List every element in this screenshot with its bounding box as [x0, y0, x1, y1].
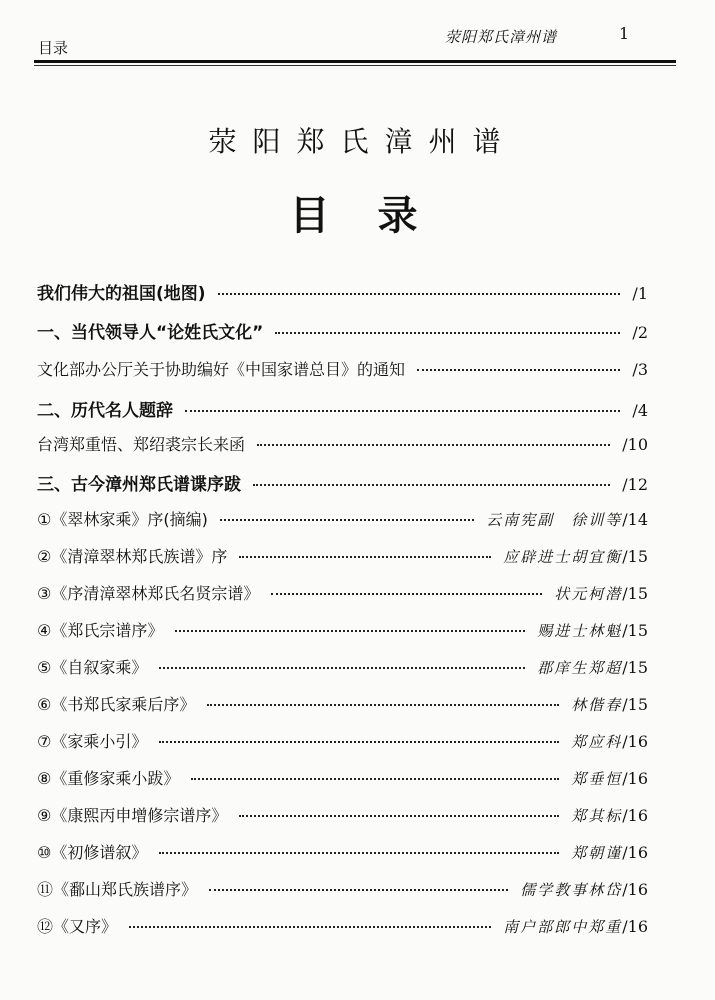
toc-entry-text: ③《序清漳翠林郑氏名贤宗谱》 — [37, 584, 260, 603]
toc-entry-16 — [37, 840, 648, 876]
toc-entry-author: 林偕春 — [571, 696, 623, 714]
toc-entry-page: /2 — [632, 323, 648, 342]
toc-entry-author: 赐进士林魁 — [537, 622, 623, 640]
leader-dots — [191, 778, 559, 780]
header-rule-thin — [34, 65, 676, 66]
toc-entry-page: /14 — [622, 510, 648, 529]
book-title: 荥阳郑氏漳州谱 — [208, 125, 517, 158]
toc-entry-5 — [37, 432, 648, 468]
contents-heading: 目录 — [289, 193, 466, 239]
leader-dots — [257, 444, 610, 446]
toc-entry-author: 郑其标 — [571, 807, 623, 825]
toc-entry-11 — [37, 655, 648, 691]
toc-entry-12 — [37, 692, 648, 728]
toc-entry-author: 郡庠生郑超 — [537, 659, 623, 677]
toc-entry-author: 南户部郎中郑重 — [503, 918, 623, 936]
toc-entry-10 — [37, 618, 648, 654]
toc-entry-text: ①《翠林家乘》序(摘编) — [37, 510, 208, 529]
leader-dots — [159, 852, 559, 854]
toc-entry-page: /16 — [622, 843, 648, 862]
toc-entry-text: ⑫《又序》 — [37, 917, 118, 936]
toc-entry-author: 儒学教事林岱 — [520, 881, 623, 899]
toc-entry-2 — [37, 318, 648, 354]
toc-entry-page: /4 — [632, 401, 648, 420]
toc-entry-text: 文化部办公厅关于协助编好《中国家谱总目》的通知 — [37, 360, 406, 379]
toc-entry-page: /16 — [622, 917, 648, 936]
leader-dots — [207, 704, 559, 706]
toc-entry-18 — [37, 914, 648, 950]
toc-entry-text: ②《清漳翠林郑氏族谱》序 — [37, 547, 228, 566]
leader-dots — [129, 926, 491, 928]
toc-entry-text: 我们伟大的祖国(地图) — [37, 284, 206, 304]
toc-entry-page: /16 — [622, 806, 648, 825]
leader-dots — [159, 741, 559, 743]
toc-entry-author: 状元柯潜 — [554, 585, 623, 603]
toc-entry-9 — [37, 581, 648, 617]
toc-entry-page: /15 — [622, 658, 648, 677]
leader-dots — [220, 519, 474, 521]
leader-dots — [218, 293, 621, 295]
toc-entry-page: /16 — [622, 769, 648, 788]
toc-entry-page: /10 — [622, 435, 648, 454]
leader-dots — [159, 667, 525, 669]
leader-dots — [253, 484, 610, 486]
toc-entry-7 — [37, 507, 648, 543]
leader-dots — [271, 593, 542, 595]
leader-dots — [275, 332, 620, 334]
toc-entry-text: ⑥《书郑氏家乘后序》 — [37, 695, 196, 714]
toc-entry-author: 郑朝谨 — [571, 844, 623, 862]
toc-entry-author: 应辟进士胡宜衡 — [503, 548, 623, 566]
toc-entry-page: /12 — [622, 475, 648, 494]
toc-entry-text: 一、当代领导人“论姓氏文化” — [37, 323, 264, 343]
toc-entry-text: ⑪《鄱山郑氏族谱序》 — [37, 880, 198, 899]
leader-dots — [185, 410, 620, 412]
toc-entry-author: 云南宪副 徐训等 — [486, 511, 623, 529]
toc-entry-14 — [37, 766, 648, 802]
toc-entry-13 — [37, 729, 648, 765]
toc-entry-page: /15 — [622, 547, 648, 566]
leader-dots — [175, 630, 525, 632]
toc-entry-page: /15 — [622, 621, 648, 640]
toc-entry-author: 郑垂恒 — [571, 770, 623, 788]
toc-entry-page: /3 — [632, 360, 648, 379]
toc-entry-text: ④《郑氏宗谱序》 — [37, 621, 164, 640]
toc-entry-text: ⑦《家乘小引》 — [37, 732, 148, 751]
toc-entry-text: 二、历代名人题辞 — [37, 401, 173, 421]
toc-entry-page: /16 — [622, 732, 648, 751]
toc-entry-8 — [37, 544, 648, 580]
toc-entry-page: /15 — [622, 695, 648, 714]
running-header-title: 荥阳郑氏漳州谱 — [445, 28, 558, 46]
toc-entry-text: ⑧《重修家乘小跋》 — [37, 769, 180, 788]
toc-entry-author: 郑应科 — [571, 733, 623, 751]
toc-entry-1 — [37, 279, 648, 315]
leader-dots — [417, 369, 620, 371]
toc-entry-6 — [37, 470, 648, 506]
toc-entry-17 — [37, 877, 648, 913]
page-number: 1 — [619, 24, 630, 43]
toc-entry-3 — [37, 357, 648, 393]
leader-dots — [239, 556, 491, 558]
leader-dots — [239, 815, 559, 817]
toc-entry-text: ⑨《康熙丙申增修宗谱序》 — [37, 806, 228, 825]
leader-dots — [209, 889, 508, 891]
toc-entry-text: ⑩《初修谱叙》 — [37, 843, 148, 862]
toc-entry-page: /1 — [632, 284, 648, 303]
toc-entry-text: 三、古今漳州郑氏谱谍序跋 — [37, 475, 241, 495]
toc-entry-text: ⑤《自叙家乘》 — [37, 658, 148, 677]
toc-entry-4 — [37, 396, 648, 432]
header-rule-thick — [34, 60, 676, 63]
section-label: 目录 — [38, 39, 69, 57]
toc-entry-page: /15 — [622, 584, 648, 603]
toc-entry-page: /16 — [622, 880, 648, 899]
toc-entry-15 — [37, 803, 648, 839]
toc-entry-text: 台湾郑重悟、郑绍裘宗长来函 — [37, 435, 246, 454]
